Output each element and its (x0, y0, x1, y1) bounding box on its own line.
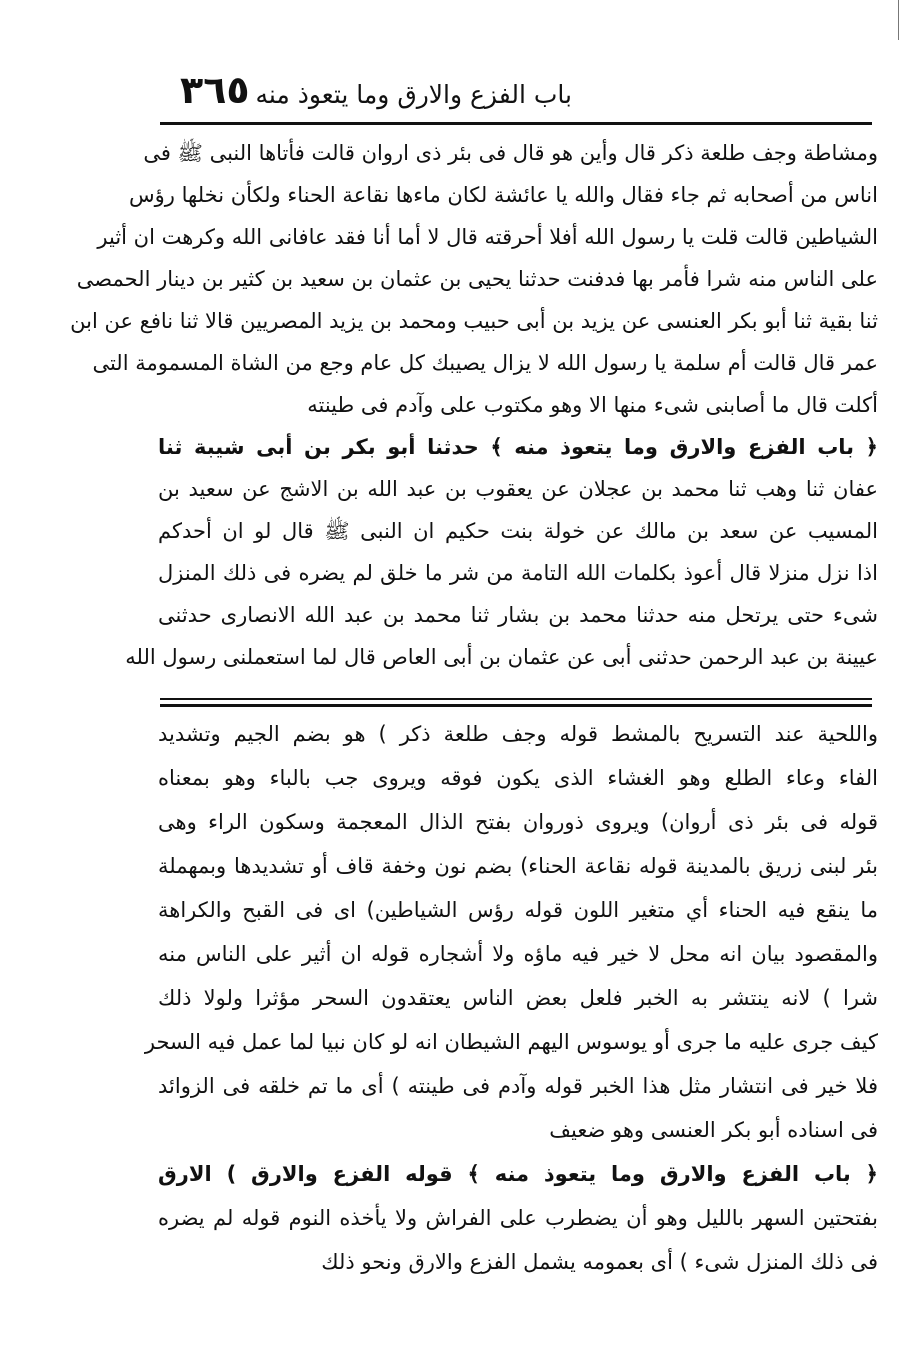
hadith-line: على الناس منه شرا فأمر بها فدفنت حدثنا يحيى بن عثمان بن سعيد بن كثير بن دينار الحمصى (76, 267, 878, 291)
footnote-separator-lower (160, 704, 872, 707)
header-rule (160, 122, 872, 125)
commentary-line: فلا خير فى انتشار مثل هذا الخبر قوله وآدم فى طينته ) أى ما تم خلقه فى الزوائد (158, 1074, 878, 1098)
page-edge-line (898, 0, 899, 40)
commentary-line: واللحية عند التسريح بالمشط قوله وجف طلعة ذكر ) هو بضم الجيم وتشديد (158, 722, 878, 746)
hadith-line: ثنا بقية ثنا أبو بكر العنسى عن يزيد بن أبى حبيب ومحمد بن يزيد المصريين قالا ثنا نافع عن ابن (70, 309, 878, 333)
hadith-line: أكلت قال ما أصابنى شىء منها الا وهو مكتوب على وآدم فى طينته (307, 393, 878, 417)
commentary-line: قوله فى بئر ذى أروان) ويروى ذوروان بفتح الذال المعجمة وسكون الراء وهى (158, 810, 878, 834)
commentary-line: الفاء وعاء الطلع وهو الغشاء الذى يكون فوقه ويروى جب بالباء وهو بمعناه (158, 766, 878, 790)
hadith-text-block (70, 133, 878, 693)
hadith-line: عمر قال قالت أم سلمة يا رسول الله لا يزال يصيبك كل عام وجع من الشاة المسمومة التى (92, 351, 878, 375)
commentary-line: بفتحتين السهر بالليل وهو أن يضطرب على الفراش ولا يأخذه النوم قوله لم يضره (158, 1206, 878, 1230)
commentary-line: شرا ) لانه ينتشر به الخبر فلعل بعض الناس يعتقدون السحر مؤثرا ولولا ذلك (158, 986, 878, 1010)
commentary-chapter-heading: ﴿ باب الفزع والارق وما يتعوذ منه ﴾ قوله الفزع والارق ) الارق (158, 1162, 878, 1186)
hadith-line: اناس من أصحابه ثم جاء فقال والله يا عائشة لكان ماءها نقاعة الحناء ولكأن نخلها رؤس (129, 183, 878, 207)
hadith-line: الشياطين قالت قلت يا رسول الله أفلا أحرقته قال لا أما أنا فقد عافانى الله وكرهت ان أثير (97, 225, 878, 249)
page-header (160, 68, 872, 128)
hadith-line: عيينة بن عبد الرحمن حدثنى أبى عن عثمان بن أبى العاص قال لما استعملنى رسول الله (125, 645, 878, 669)
hadith-line: اذا نزل منزلا قال أعوذ بكلمات الله التامة من شر ما خلق لم يضره فى ذلك المنزل (158, 561, 878, 585)
commentary-line: بئر لبنى زريق بالمدينة قوله نقاعة الحناء) بضم نون وخفة قاف أو تشديدها وبمهملة (158, 854, 878, 878)
hadith-line: عفان ثنا وهب ثنا محمد بن عجلان عن يعقوب بن عبد الله بن الاشج عن سعيد بن (158, 477, 878, 501)
page-number: ٣٦٥ (180, 68, 250, 112)
commentary-line: كيف جرى عليه ما جرى أو يوسوس اليهم الشيطان انه لو كان نبيا لما عمل فيه السحر (144, 1030, 878, 1054)
commentary-line: ما ينقع فيه الحناء أي متغير اللون قوله رؤس الشياطين) اى فى القبح والكراهة (158, 898, 878, 922)
commentary-line: والمقصود بيان انه محل لا خير فيه ماؤه ولا أشجاره قوله ان أثير على الناس منه (158, 942, 878, 966)
footnote-separator-upper (160, 698, 872, 700)
hadith-line: المسيب عن سعد بن مالك عن خولة بنت حكيم ان النبى ﷺ قال لو ان أحدكم (158, 519, 878, 543)
commentary-line: فى اسناده أبو بكر العنسى وهو ضعيف (549, 1118, 878, 1142)
hadith-line: شىء حتى يرتحل منه حدثنا محمد بن بشار ثنا محمد بن عبد الله الانصارى حدثنى (158, 603, 878, 627)
hadith-line: ومشاطة وجف طلعة ذكر قال وأين هو قال فى بئر ذى اروان قالت فأتاها النبى ﷺ فى (143, 141, 878, 165)
chapter-heading-line: ﴿ باب الفزع والارق وما يتعوذ منه ﴾ حدثنا أبو بكر بن أبى شيبة ثنا (158, 435, 878, 459)
commentary-text-block (144, 714, 878, 1294)
commentary-line: فى ذلك المنزل شىء ) أى بعمومه يشمل الفزع والارق ونحو ذلك (321, 1250, 878, 1274)
running-title: باب الفزع والارق وما يتعوذ منه (255, 80, 572, 109)
